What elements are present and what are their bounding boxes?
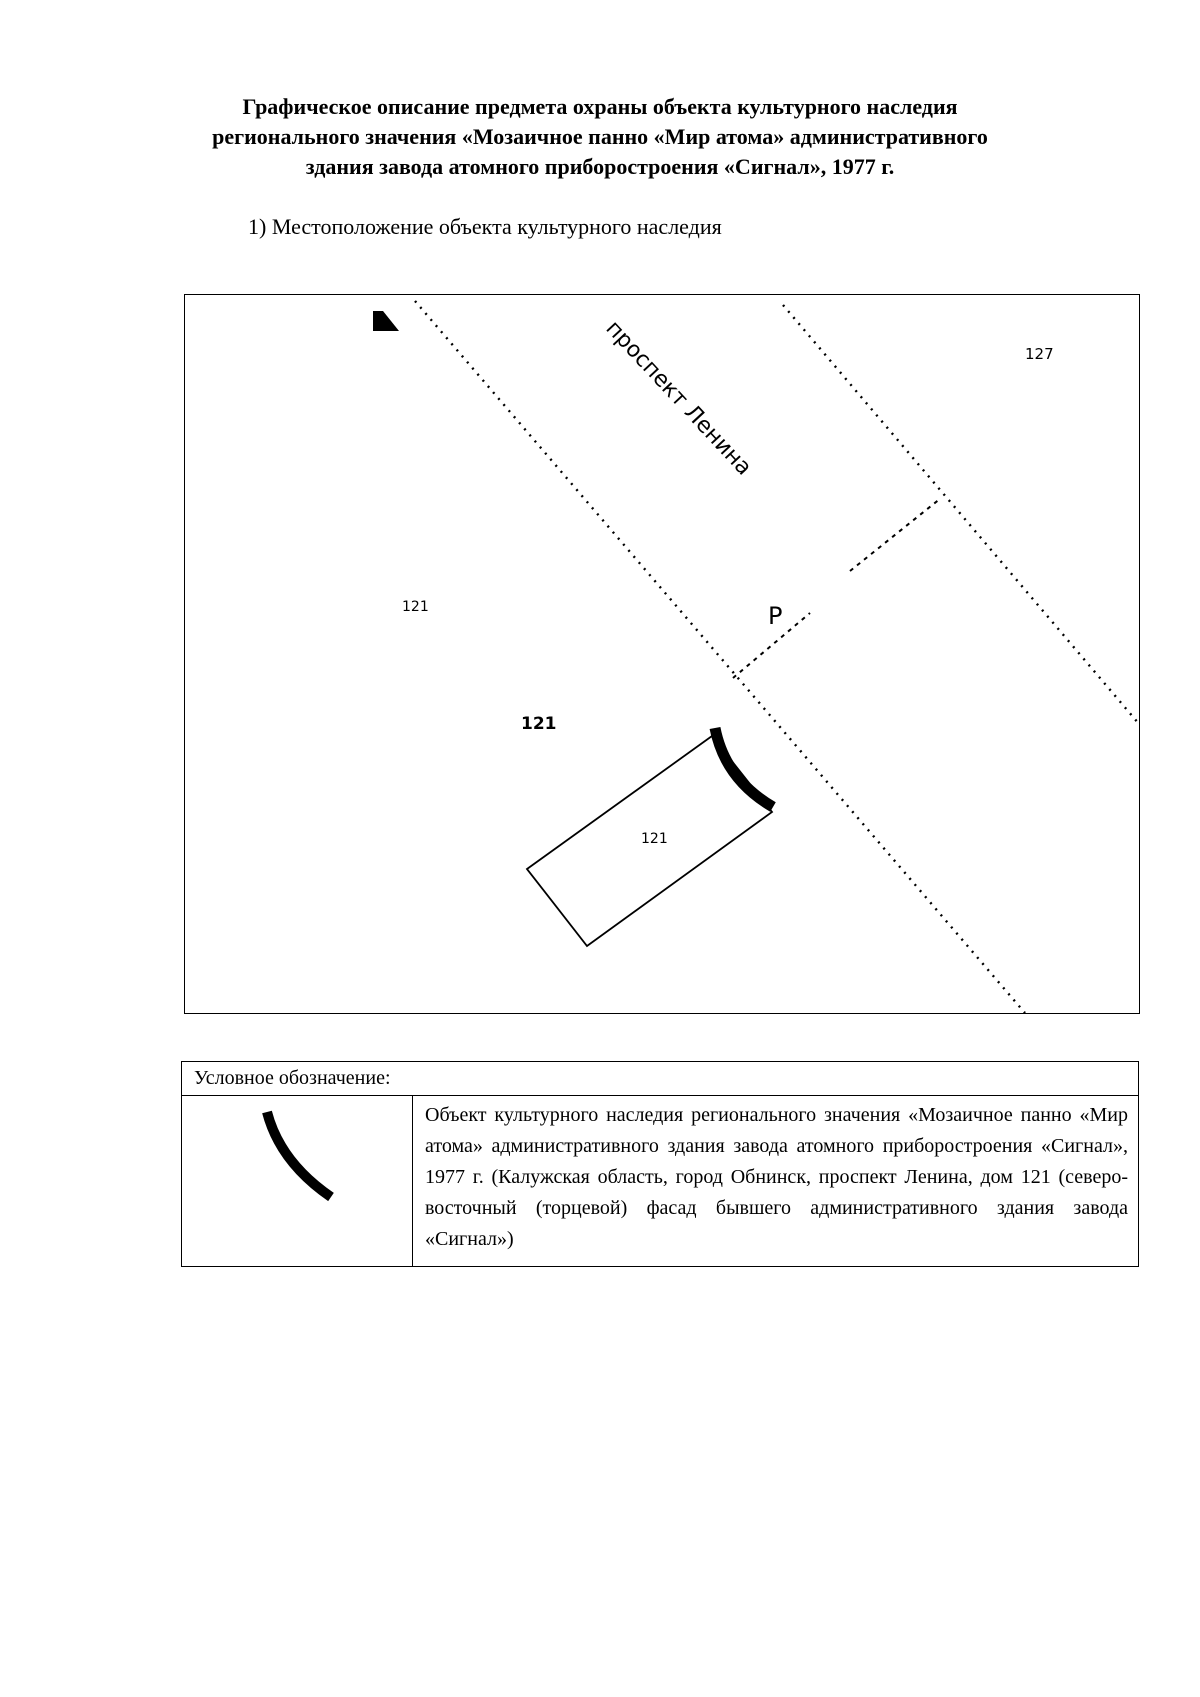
legend-description: Объект культурного наследия регионального значения «Мозаичное панно «Мир атома» административного здания завода атомного приборостроения «Сигнал», 1977 г. (Калужская область, город Обнинск, проспект Ленина, дом 121 (северо-восточный (торцевой) фасад бывшего административного здания завода «Сигнал») <box>413 1096 1139 1267</box>
section-heading: 1) Местоположение объекта культурного наследия <box>248 214 722 239</box>
legend-header-row <box>182 1062 1139 1096</box>
building-label: 121 <box>641 831 668 847</box>
legend-symbol-cell <box>182 1096 413 1267</box>
document-title <box>150 92 1050 182</box>
cross-street-upper <box>850 498 941 571</box>
street-boundary-left <box>415 301 1025 1013</box>
parcel-label-top-right: 127 <box>1025 345 1054 363</box>
north-marker-icon <box>373 311 399 331</box>
parcel-label-center: 121 <box>521 714 557 734</box>
map-drawing <box>185 295 1140 1014</box>
legend-table <box>181 1061 1139 1267</box>
street-label: проспект Ленина <box>600 316 757 481</box>
parking-label: P <box>768 602 783 630</box>
street-boundary-right <box>783 305 1140 731</box>
arc-line-icon <box>182 1096 412 1256</box>
legend-header: Условное обозначение: <box>182 1062 1139 1096</box>
legend-row <box>182 1096 1139 1267</box>
parcel-label-left: 121 <box>402 599 429 615</box>
title-line-1: Графическое описание предмета охраны объекта культурного наследия <box>242 94 958 119</box>
title-line-2: регионального значения «Мозаичное панно «Мир атома» административного <box>212 124 988 149</box>
heritage-facade-arc-icon <box>715 728 773 807</box>
title-line-3: здания завода атомного приборостроения «Сигнал», 1977 г. <box>305 154 895 179</box>
location-map <box>184 294 1140 1014</box>
